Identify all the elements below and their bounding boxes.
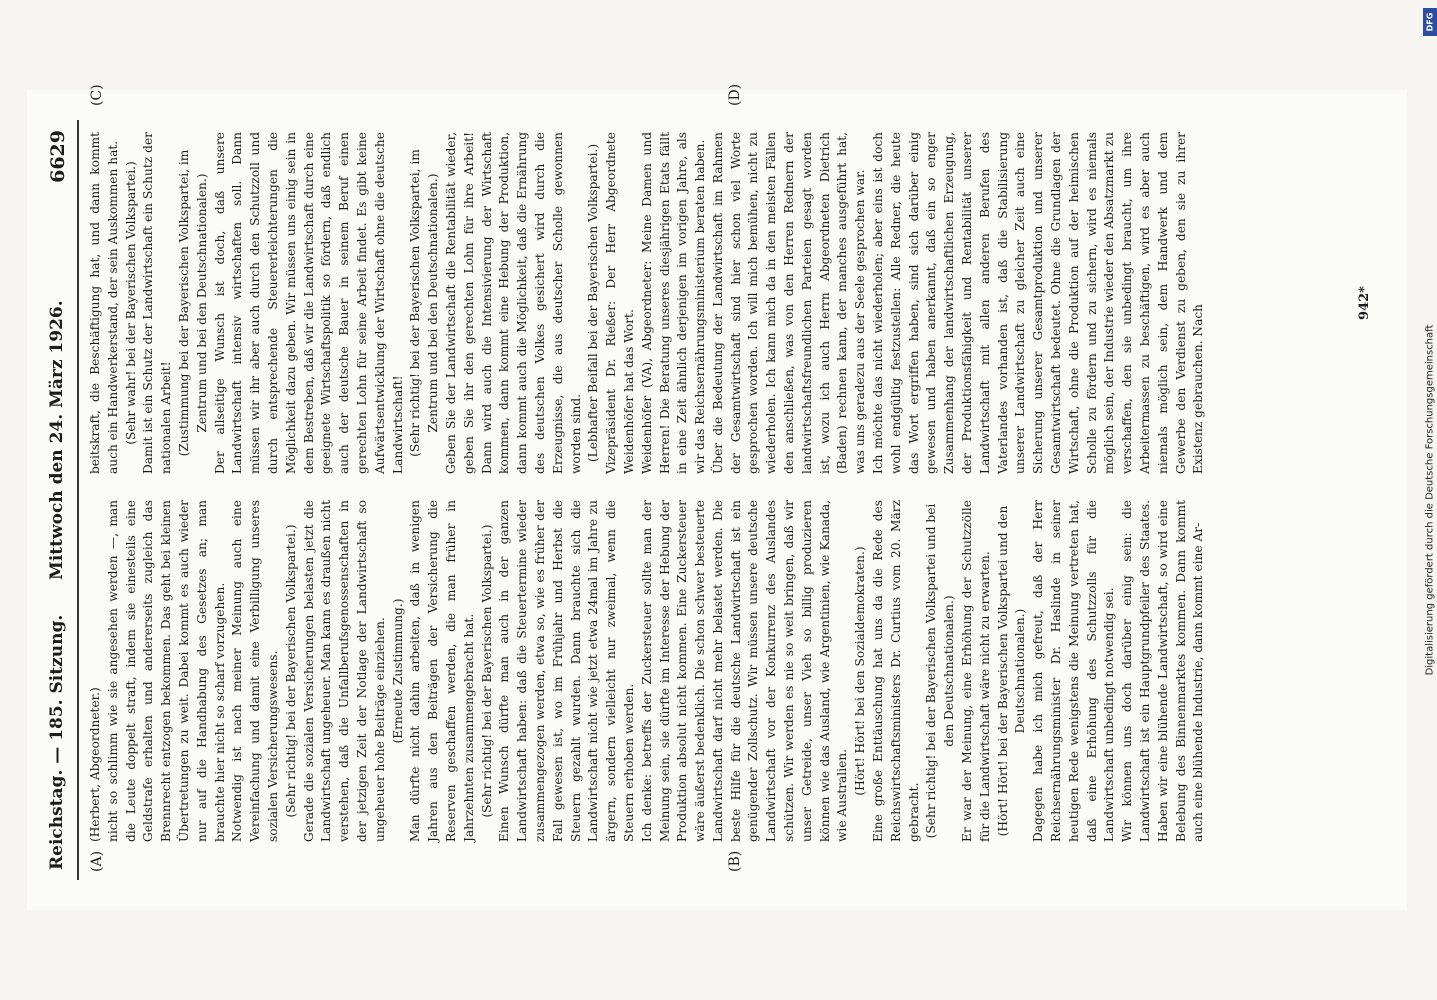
digitization-credit [1423,8,1437,992]
interjection: (Hört! Hört! bei der Bayerischen Volkspartei und den Deutschnationalen.) [995,505,1028,837]
paragraph: Damit ist ein Schutz der Landwirtschaft ein Schutz der nationalen Arbeit! [141,132,174,474]
paragraph: Über die Bedeutung der Landwirtschaft im Rahmen der Gesamtwirtschaft sind hier schon viel Worte gesprochen worden. Ich will mich bemühen, nicht zu wiederholen. Ich kann mich da in den meisten Fällen den anschließen, was von den Herren Rednern der landwirtschaftsfreundlichen Parteien gesagt worden ist, wozu ich auch Herrn Abgeordneten Dietrich (Baden) rechnen kann, der manches ausgeführt hat, was uns geradezu aus der Seele gesprochen war. [710,132,868,474]
paragraph: beitskraft, die Beschäftigung hat, und dann kommt auch ein Handwerkerstand, der sein Auskommen hat. [88,132,120,474]
margin-marker-a: (A) [89,850,105,872]
page-number: 6629 [47,130,69,183]
interjection: (Sehr wahr! bei der Bayerischen Volkspartei.) [123,161,138,445]
dfg-logo: DFG [1423,8,1437,36]
paragraph: Ich denke: betreffs der Zuckersteuer sollte man der Meinung sein, sie dürfte im Interesse der Hebung der Produktion absolut nicht kommen. Eine Zuckersteuer wäre äußerst bedenklich. Die schon schwer besteuerte Landwirtschaft darf nicht mehr belastet werden. Die beste Hilfe für die deutsche Landwirtschaft ist ein genügender Zollschutz. Wir müssen unsere deutsche Landwirtschaft vor der Konkurrenz des Auslandes schützen. Wir werden es nie so weit bringen, daß wir unser Getreide, unser Vieh so billig produzieren können wie das Ausland, wie Argentinien, wie Kanada, wie Australien. [639,500,850,842]
paragraph: Weidenhöfer (VA), Abgeordneter: Meine Damen und Herren! Die Beratung unseres diesjährigen Etats fällt in eine Zeit ähnlich derjenigen im vorigen Jahre, als wir das Reichsernährungsministerium beraten haben. [639,132,708,474]
paragraph: (Herbert, Abgeordneter.) [88,687,102,842]
paragraph: Der allseitige Wunsch ist doch, daß unsere Landwirtschaft intensiv wirtschaften soll. Dann müssen wir ihr aber auch durch den Schutzzoll und durch entsprechende Steuererleichterungen die Möglichkeit dazu geben. Wir müssen uns einig sein in dem Bestreben, daß wir die Landwirtschaft durch eine geeignete Wirtschaftspolitik so fördern, daß endlich auch der deutsche Bauer in seinem Beruf einen gerechten Lohn für seine Arbeit findet. Es gibt keine Aufwärtsentwicklung der Wirtschaft ohne die deutsche Landwirtschaft! [212,132,405,474]
interjection: (Hört! Hört! bei den Sozialdemokraten.) [853,546,868,796]
paragraph: Geben Sie der Landwirtschaft die Rentabilität wieder, geben Sie ihr den gerechten Lohn für ihre Arbeit! Dann wird auch die Intensivierung der Wirtschaft kommen, dann kommt eine Hebung der Produktion, dann kommt auch die Möglichkeit, daß die Ernährung des deutschen Volkes gesichert wird durch die Erzeugnisse, die aus deutscher Scholle gewonnen worden sind. [443,132,583,474]
interjection: (Erneute Zustimmung.) [390,598,405,744]
paragraph: Einen Wunsch dürfte man auch in der ganzen Landwirtschaft haben: daß die Steuertermine wieder zusammengezogen werden, etwa so, wie es früher der Fall gewesen ist, wo im Frühjahr und Herbst die Steuern gezahlt wurden. Dann brauchte sich die Landwirtschaft nicht wie jetzt etwa 24mal im Jahre zu ärgern, sondern vielleicht nur zweimal, wenn die Steuern erhoben werden. [497,500,636,842]
paragraph: Notwendig ist nach meiner Meinung auch eine Vereinfachung und damit eine Verbilligung unseres sozialen Versicherungswesens. [230,500,280,842]
paragraph: Man dürfte nicht dahin arbeiten, daß in wenigen Jahren aus den Beiträgen der Versicherung die Reserven geschaffen werden, die man früher in Jahrzehnten zusammengebracht hat. [408,500,476,842]
interjection: (Sehr richtig! bei der Bayerischen Volkspartei, im Zentrum und bei den Deutschnationalen.) [408,149,441,457]
left-column [87,500,1377,842]
paragraph: Gerade die sozialen Versicherungen belasten jetzt die Landwirtschaft ungeheuer. Man kann es draußen nicht verstehen, daß die Unfallberufsgenossenschaften in der jetzigen Zeit der Notlage der Landwirtschaft so ungeheuer hohe Beiträge einziehen. [301,500,387,842]
interjection: (Sehr richtig! bei der Bayerischen Volkspartei.) [283,524,298,818]
interjection: (Zustimmung bei der Bayerischen Volkspartei, im Zentrum und bei den Deutschnationalen.) [176,149,209,457]
interjection: (Sehr richtig! bei der Bayerischen Volkspartei.) [479,524,494,818]
document-page [27,83,1407,910]
paragraph: Dagegen habe ich mich gefreut, daß der Herr Reichsernährungsminister Dr. Haslinde in seiner heutigen Rede wenigstens die Meinung vertreten hat, daß eine Erhöhung des Schutzzolls für die Landwirtschaft unbedingt notwendig sei. [1031,500,1117,842]
interjection: (Lebhafter Beifall bei der Bayerischen Volkspartei.) [586,143,601,463]
paragraph: Wir können uns doch darüber einig sein: die Landwirtschaft ist ein Hauptgrundpfeiler des Staates. Haben wir eine blühende Landwirtschaft, so wird eine Belebung des Binnenmarktes kommen. Dann kommt auch eine blühende Industrie, dann kommt eine Ar- [1120,500,1206,842]
right-column [87,132,1377,474]
margin-marker-c: (C) [89,84,105,106]
paragraph: Vizepräsident Dr. Rießer: Der Herr Abgeordnete Weidenhöfer hat das Wort. [604,132,636,474]
paragraph: Eine große Enttäuschung hat uns da die Rede des Reichswirtschaftsministers Dr. Curtius vom 20. März gebracht. [871,500,921,842]
margin-marker-d: (D) [727,83,743,106]
signature-mark: 942* [1357,286,1372,320]
paragraph: nicht so schlimm wie sie angesehen werden —, man die Leute doppelt straft, indem sie einesteils eine Geldstrafe erhalten und andererseits zugleich das Brennrecht entzogen bekommen. Das geht bei kleinen Übertretungen zu weit. Dabei kommt es auch wieder nur auf die Handhabung des Gesetzes an; man brauchte hier nicht so scharf vorzugehen. [105,500,227,842]
margin-marker-b: (B) [727,850,743,872]
page-header [43,120,79,880]
interjection: (Sehr richtig! bei der Bayerischen Volkspartei und bei den Deutschnationalen.) [924,503,957,839]
paragraph: Er war der Meinung, eine Erhöhung der Schutzzölle für die Landwirtschaft wäre nicht zu erwarten. [960,500,992,842]
credit-text: Digitalisierung gefördert durch die Deutsche Forschungsgemeinschaft [1424,324,1436,676]
header-date: Mittwoch den 24. März 1926. [47,300,67,580]
paragraph: Ich möchte das nicht wiederholen; aber eins ist doch wohl endgültig festzustellen: Alle Redner, die heute das Wort ergriffen haben, sind sich darüber einig gewesen und haben anerkannt, daß ein so enger Zusammenhang der landwirtschaftlichen Erzeugung, der Produktionsfähigkeit und Rentabilität unserer Landwirtschaft mit allen anderen Berufen des Vaterlandes vorhanden ist, daß die Stabilisierung unserer Landwirtschaft zu gleicher Zeit auch eine Sicherung unserer Gesamtproduktion und unserer Gesamtwirtschaft bedeutet. Ohne die Grundlagen der Wirtschaft, ohne die Produktion auf der heimischen Scholle zu fördern und zu sichern, wird es niemals möglich sein, der Industrie wieder den Absatzmarkt zu verschaffen, den sie unbedingt braucht, um ihre Arbeitermassen zu beschäftigen, wird es aber auch niemals möglich sein, dem Handwerk und dem Gewerbe den Verdienst zu geben, den sie zu ihrer Existenz gebrauchen. Nach [871,132,1206,474]
header-left: Reichstag. — 185. Sitzung. [47,614,67,870]
